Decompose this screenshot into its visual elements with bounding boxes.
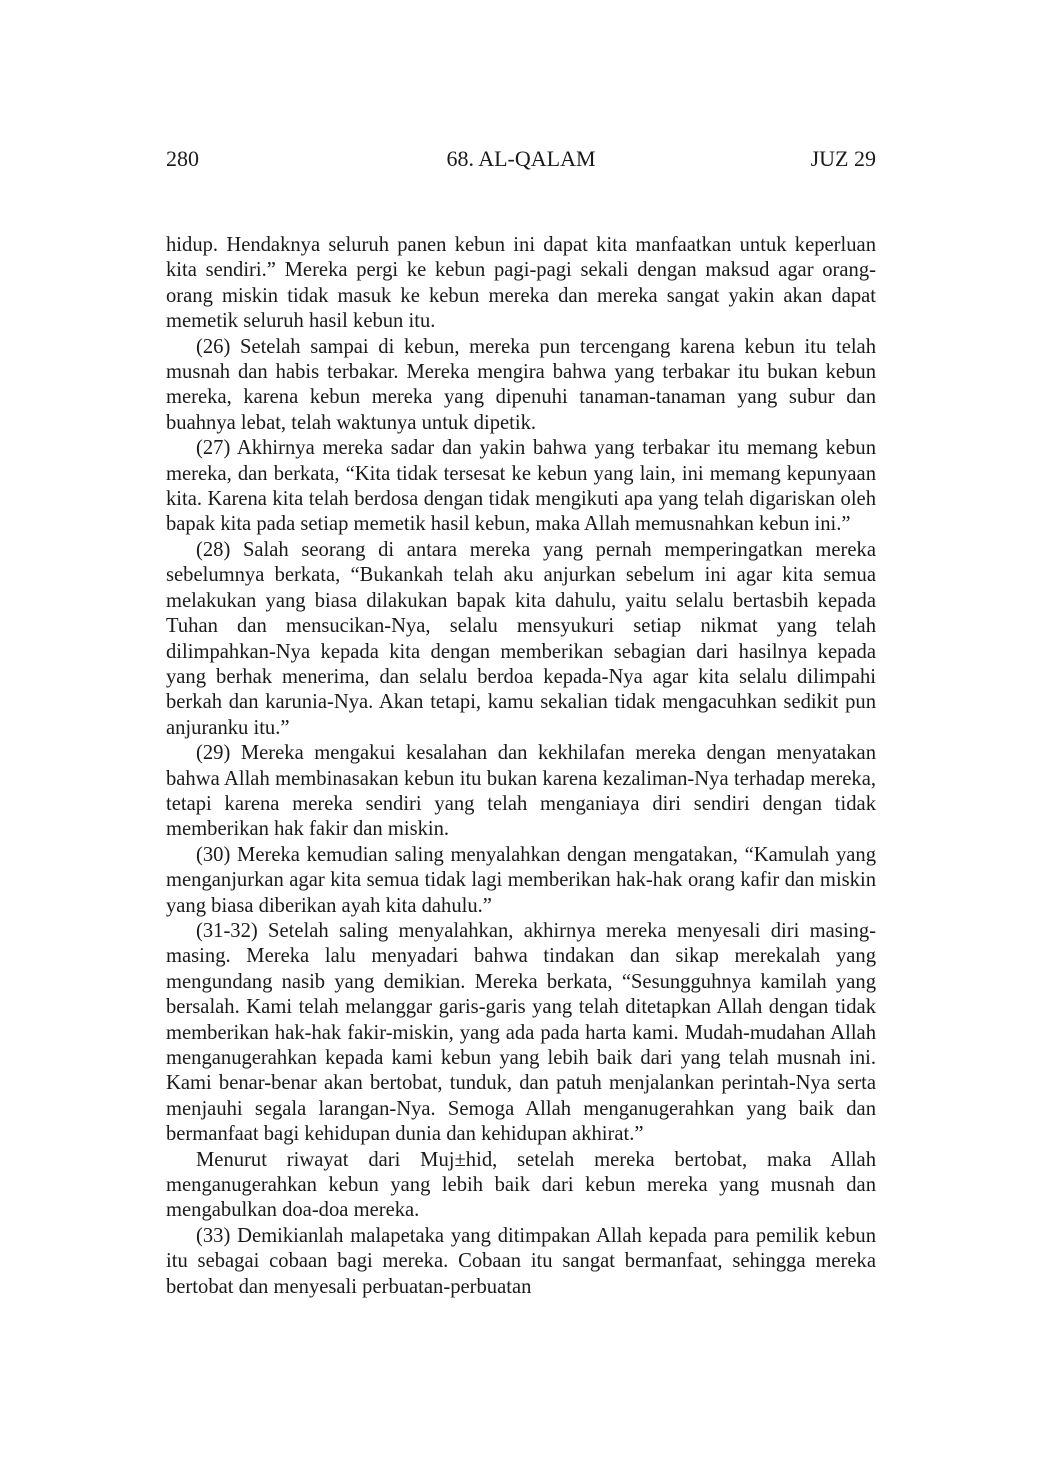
paragraph-verse-28: (28) Salah seorang di antara mereka yang pernah memperingatkan mereka sebelumnya berkata, “Bukankah telah aku anjurkan sebelum ini agar kita semua melakukan yang biasa dilakukan bapak kita dahulu, yaitu selalu bertasbih kepada Tuhan dan mensucikan-Nya, selalu mensyukuri setiap nikmat yang telah dilimpahkan-Nya kepada kita dengan memberikan sebagian dari hasilnya kepada yang berhak menerima, dan selalu berdoa kepada-Nya agar kita selalu dilimpahi berkah dan karunia-Nya. Akan tetapi, kamu sekalian tidak mengacuhkan sedikit pun anjuranku itu.” — [166, 538, 876, 739]
page-number: 280 — [166, 146, 199, 171]
paragraph-verse-31-32: (31-32) Setelah saling menyalahkan, akhirnya mereka menyesali diri masing-masing. Mereka lalu menyadari bahwa tindakan dan sikap merekalah yang mengundang nasib yang demikian. Mereka berkata, “Sesungguhnya kamilah yang bersalah. Kami telah melanggar garis-garis yang telah ditetapkan Allah dengan tidak memberikan hak-hak fakir-miskin, yang ada pada harta kami. Mudah-mudahan Allah menganugerahkan kepada kami kebun yang lebih baik dari yang telah musnah ini. Kami benar-benar akan bertobat, tunduk, dan patuh menjalankan perintah-Nya serta menjauhi segala larangan-Nya. Semoga Allah menganugerahkan yang baik dan bermanfaat bagi kehidupan dunia dan kehidupan akhirat.” — [166, 919, 876, 1146]
juz-label: JUZ 29 — [810, 146, 876, 171]
page-header — [166, 144, 876, 174]
body-text — [166, 233, 876, 1300]
paragraph-verse-26: (26) Setelah sampai di kebun, mereka pun tercengang karena kebun itu telah musnah dan habis terbakar. Mereka mengira bahwa yang terbakar itu bukan kebun mereka, karena kebun mereka yang dipenuhi tanaman-tanaman yang subur dan buahnya lebat, telah waktunya untuk dipetik. — [166, 335, 876, 434]
paragraph-verse-29: (29) Mereka mengakui kesalahan dan kekhilafan mereka dengan menyatakan bahwa Allah membinasakan kebun itu bukan karena kezaliman-Nya terhadap mereka, tetapi karena mereka sendiri yang telah menganiaya diri sendiri dengan tidak memberikan hak fakir dan miskin. — [166, 742, 876, 841]
paragraph-riwayat: Menurut riwayat dari Muj±hid, setelah mereka bertobat, maka Allah menganugerahkan kebun yang lebih baik dari kebun mereka yang musnah dan mengabulkan doa-doa mereka. — [166, 1148, 876, 1222]
paragraph-verse-27: (27) Akhirnya mereka sadar dan yakin bahwa yang terbakar itu memang kebun mereka, dan berkata, “Kita tidak tersesat ke kebun yang lain, ini memang kepunyaan kita. Karena kita telah berdosa dengan tidak mengikuti apa yang telah digariskan oleh bapak kita pada setiap memetik hasil kebun, maka Allah memusnahkan kebun ini.” — [166, 437, 876, 536]
paragraph-verse-30: (30) Mereka kemudian saling menyalahkan dengan mengatakan, “Kamulah yang menganjurkan agar kita semua tidak lagi memberikan hak-hak orang kafir dan miskin yang biasa diberikan ayah kita dahulu.” — [166, 843, 876, 917]
paragraph-continued: hidup. Hendaknya seluruh panen kebun ini dapat kita manfaatkan untuk keperluan kita sendiri.” Mereka pergi ke kebun pagi-pagi sekali dengan maksud agar orang-orang miskin tidak masuk ke kebun mereka dan mereka sangat yakin akan dapat memetik seluruh hasil kebun itu. — [166, 234, 876, 333]
chapter-title: 68. AL-QALAM — [446, 146, 596, 171]
paragraph-verse-33: (33) Demikianlah malapetaka yang ditimpakan Allah kepada para pemilik kebun itu sebagai cobaan bagi mereka. Cobaan itu sangat bermanfaat, sehingga mereka bertobat dan menyesali perbuatan-perbuatan — [166, 1224, 876, 1298]
